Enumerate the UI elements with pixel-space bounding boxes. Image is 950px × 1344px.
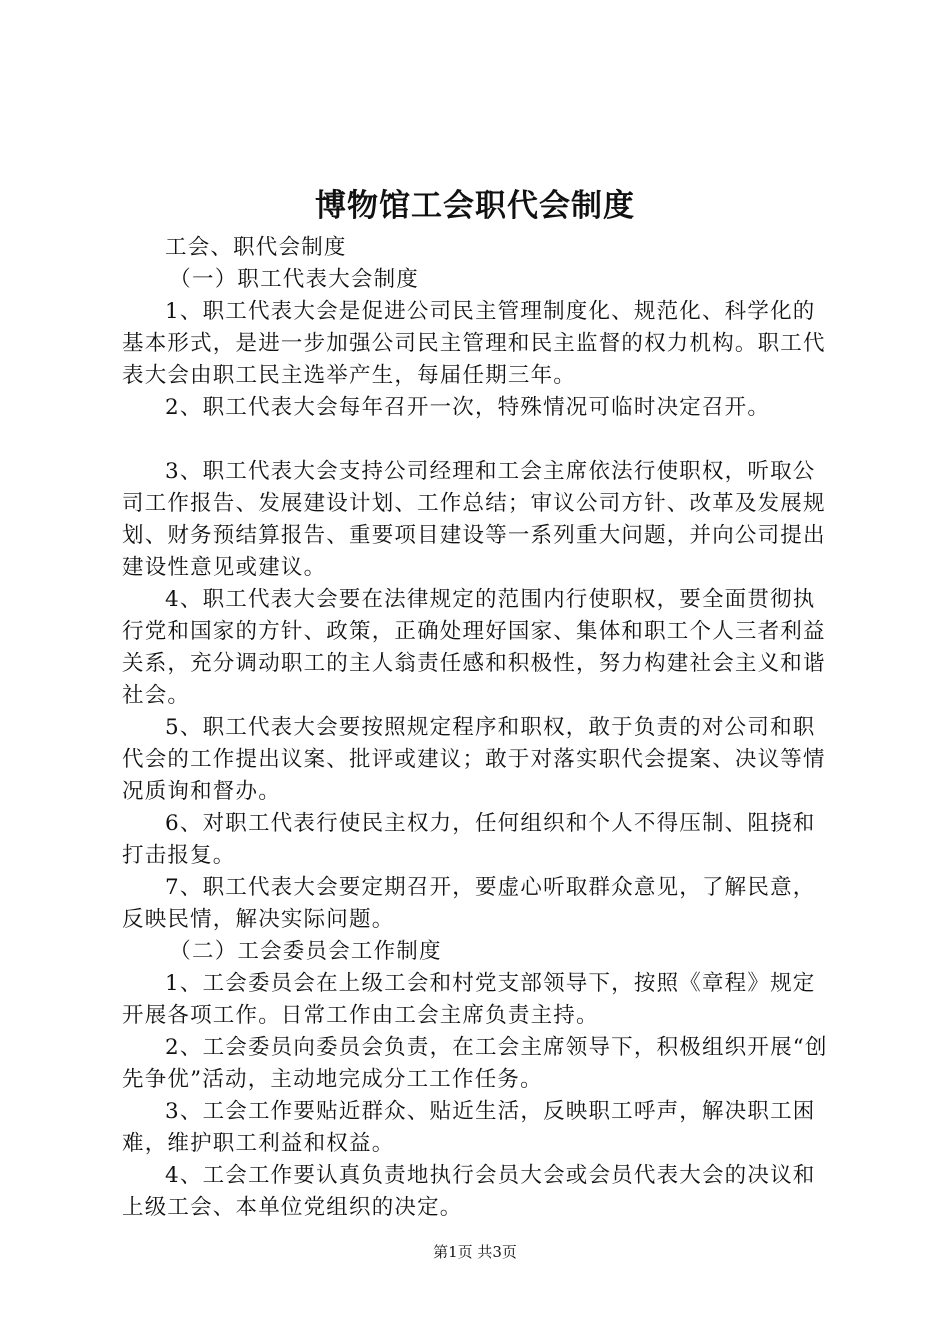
paragraph-1-4: 4、职工代表大会要在法律规定的范围内行使职权，要全面贯彻执行党和国家的方针、政策，正确处理好国家、集体和职工个人三者利益关系，充分调动职工的主人翁责任感和积极性，努力构建社会主义和谐社会。 xyxy=(122,587,826,708)
paragraph-2-4: 4、工会工作要认真负责地执行会员大会或会员代表大会的决议和上级工会、本单位党组织的决定。 xyxy=(122,1163,816,1220)
document-title: 博物馆工会职代会制度 xyxy=(315,188,635,224)
document-body xyxy=(122,232,834,1224)
section-intro: 工会、职代会制度 xyxy=(165,235,347,260)
paragraph-1-6: 6、对职工代表行使民主权力，任何组织和个人不得压制、阻挠和打击报复。 xyxy=(122,811,816,868)
paragraph-1-2: 2、职工代表大会每年召开一次，特殊情况可临时决定召开。 xyxy=(165,395,771,420)
page-footer: 第1页 共3页 xyxy=(433,1243,517,1261)
paragraph-2-2: 2、工会委员向委员会负责，在工会主席领导下，积极组织开展“创先争优”活动，主动地完成分工工作任务。 xyxy=(122,1035,828,1092)
paragraph-2-3: 3、工会工作要贴近群众、贴近生活，反映职工呼声，解决职工困难，维护职工利益和权益。 xyxy=(122,1099,816,1156)
paragraph-1-7: 7、职工代表大会要定期召开，要虚心听取群众意见，了解民意，反映民情，解决实际问题。 xyxy=(122,875,816,932)
paragraph-1-5: 5、职工代表大会要按照规定程序和职权，敢于负责的对公司和职代会的工作提出议案、批评或建议；敢于对落实职代会提案、决议等情况质询和督办。 xyxy=(122,715,826,804)
paragraph-2-1: 1、工会委员会在上级工会和村党支部领导下，按照《章程》规定开展各项工作。日常工作由工会主席负责主持。 xyxy=(122,971,816,1028)
paragraph-1-1: 1、职工代表大会是促进公司民主管理制度化、规范化、科学化的基本形式，是进一步加强公司民主管理和民主监督的权力机构。职工代表大会由职工民主选举产生，每届任期三年。 xyxy=(122,299,826,388)
section-heading-2: （二）工会委员会工作制度 xyxy=(169,939,442,964)
section-heading-1: （一）职工代表大会制度 xyxy=(169,267,419,292)
paragraph-1-3: 3、职工代表大会支持公司经理和工会主席依法行使职权，听取公司工作报告、发展建设计划、工作总结；审议公司方针、改革及发展规划、财务预结算报告、重要项目建设等一系列重大问题，并向公司提出建设性意见或建议。 xyxy=(122,459,826,580)
